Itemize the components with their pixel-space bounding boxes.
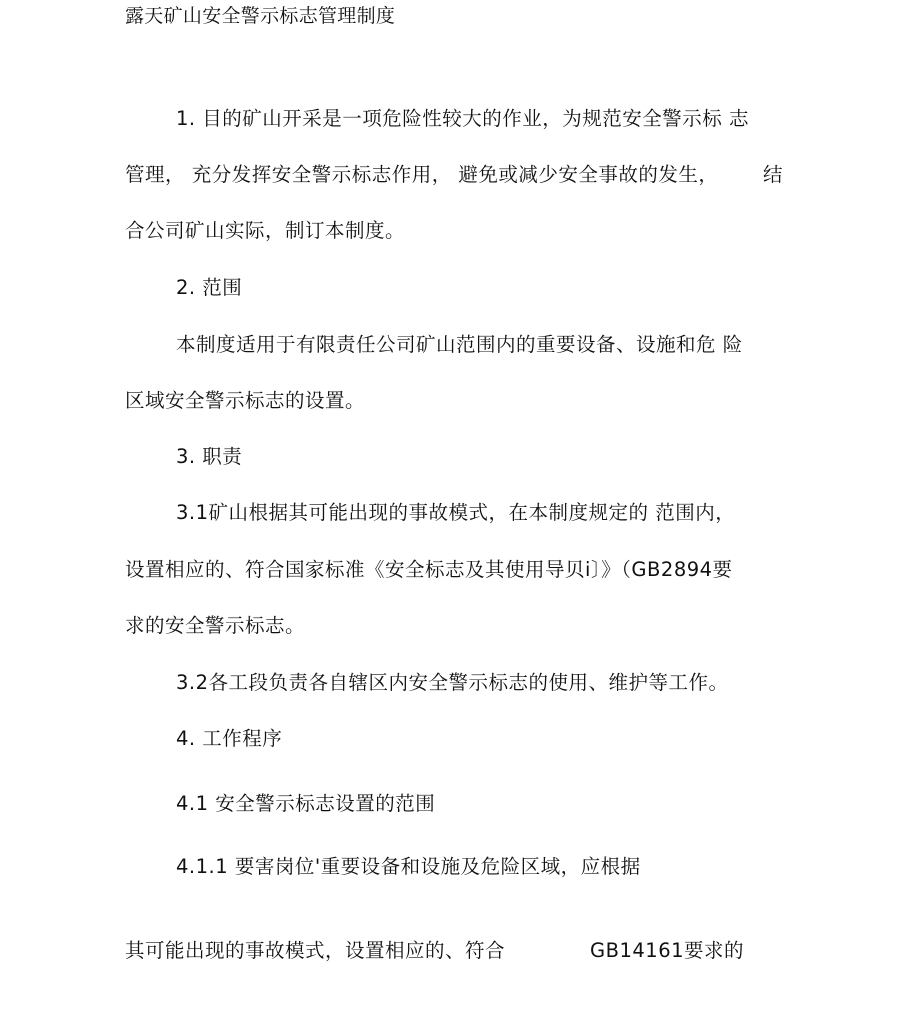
section-4-heading: 4. 工作程序 <box>176 727 283 750</box>
paragraph-3-1-line-2: 设置相应的、符合国家标准《安全标志及其使用导贝ⅰ〕》（GB2894要 <box>125 558 733 581</box>
paragraph-4-1-1-line-1: 4.1.1 要害岗位'重要设备和设施及危险区域，应根据 <box>176 855 641 878</box>
paragraph-3-1-line-3: 求的安全警示标志。 <box>125 614 306 637</box>
paragraph-3-1-line-1: 3.1矿山根据其可能出现的事故模式，在本制度规定的 范围内， <box>176 501 736 524</box>
paragraph-2-line-1: 本制度适用于有限责任公司矿山范围内的重要设备、设施和危 险 <box>176 333 743 356</box>
paragraph-3-2: 3.2各工段负责各自辖区内安全警示标志的使用、维护等工作。 <box>176 671 729 694</box>
paragraph-4-1-1-line-2: 其可能出现的事故模式，设置相应的、符合 <box>125 939 506 962</box>
section-2-heading: 2. 范围 <box>176 276 243 299</box>
document-title: 露天矿山安全警示标志管理制度 <box>125 5 396 27</box>
section-4-1-heading: 4.1 安全警示标志设置的范围 <box>176 792 436 815</box>
paragraph-1-line-3: 合公司矿山实际，制订本制度。 <box>125 219 406 242</box>
paragraph-1-line-2: 管理， 充分发挥安全警示标志作用， 避免或减少安全事故的发生， <box>125 163 719 186</box>
paragraph-4-1-1-line-2-end: GB14161要求的 <box>590 939 745 962</box>
section-3-heading: 3. 职责 <box>176 445 243 468</box>
paragraph-1-line-2-end: 结 <box>763 163 784 186</box>
paragraph-1-line-1: 1. 目的矿山开采是一项危险性较大的作业，为规范安全警示标 志 <box>176 107 750 130</box>
paragraph-2-line-2: 区域安全警示标志的设置。 <box>125 389 366 412</box>
